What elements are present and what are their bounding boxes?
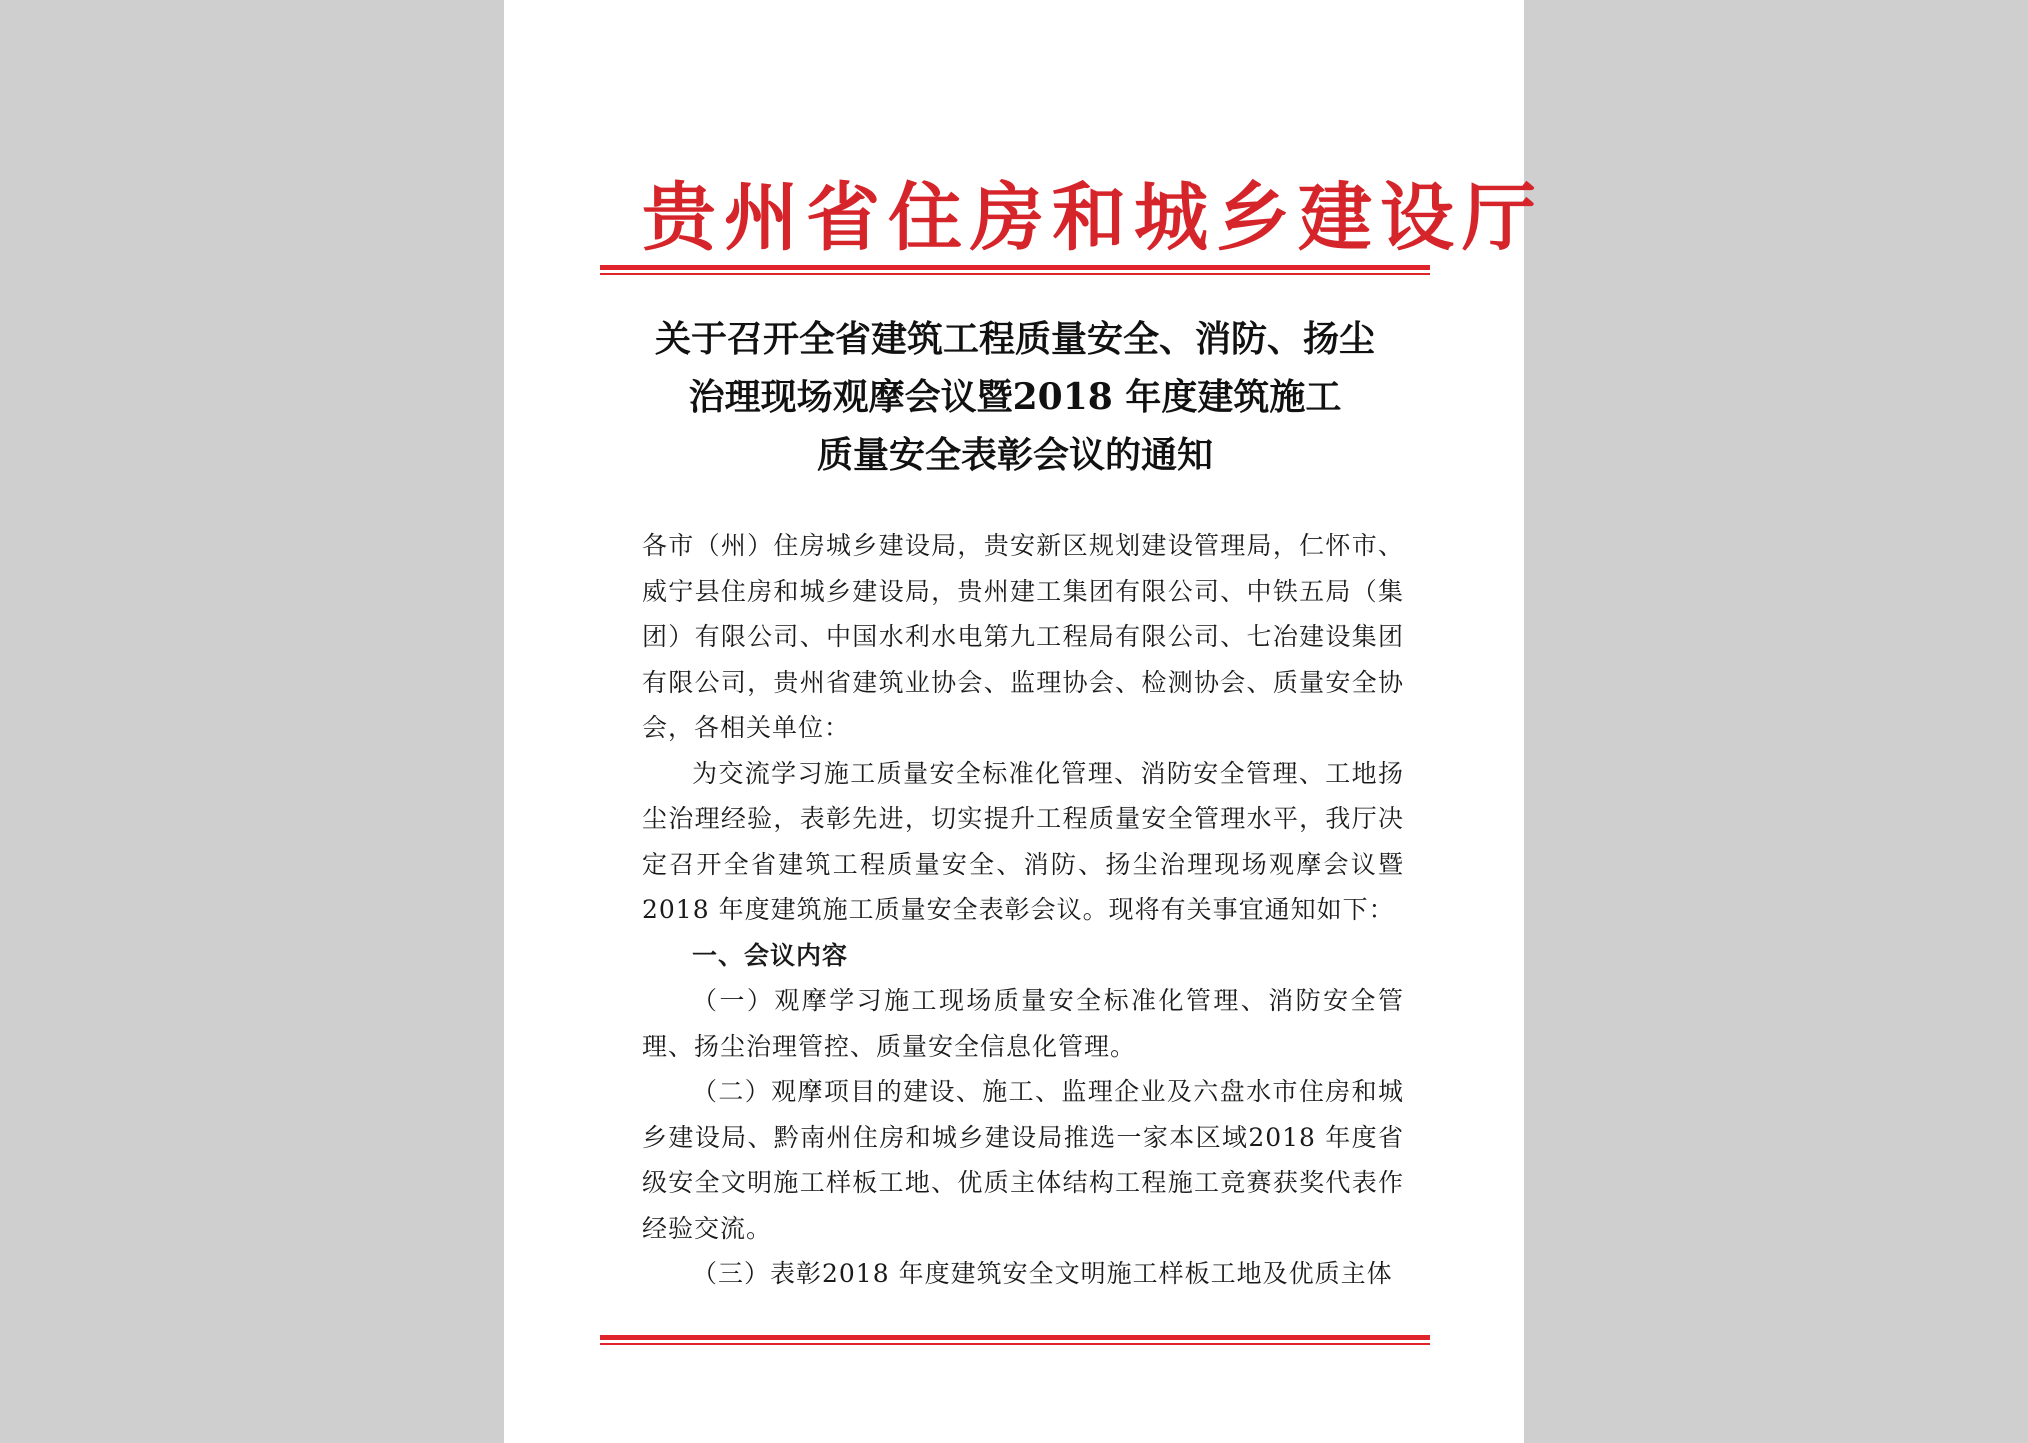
- footer-red-rule: [600, 1335, 1430, 1345]
- document-body: [642, 523, 1404, 1297]
- title-line-2: 治理现场观摩会议暨2018 年度建筑施工: [688, 376, 1342, 418]
- list-item-1: （一）观摩学习施工现场质量安全标准化管理、消防安全管理、扬尘治理管控、质量安全信息化管理。: [642, 986, 1404, 1061]
- title-line-1: 关于召开全省建筑工程质量安全、消防、扬尘: [654, 318, 1375, 360]
- intro-paragraph: 为交流学习施工质量安全标准化管理、消防安全管理、工地扬尘治理经验，表彰先进，切实提升工程质量安全管理水平，我厅决定召开全省建筑工程质量安全、消防、扬尘治理现场观摩会议暨2018 年度建筑施工质量安全表彰会议。现将有关事宜通知如下：: [642, 758, 1404, 924]
- addressee-paragraph: 各市（州）住房城乡建设局，贵安新区规划建设管理局，仁怀市、威宁县住房和城乡建设局，贵州建工集团有限公司、中铁五局（集团）有限公司、中国水利水电第九工程局有限公司、七冶建设集团有限公司，贵州省建筑业协会、监理协会、检测协会、质量安全协会，各相关单位：: [642, 531, 1404, 742]
- document-page: [504, 0, 1544, 1443]
- issuing-authority-header: 贵州省住房和城乡建设厅: [642, 175, 1544, 261]
- section-heading-meeting-content: 一、会议内容: [692, 940, 849, 970]
- header-red-rule: [600, 265, 1430, 275]
- list-item-3: （三）表彰2018 年度建筑安全文明施工样板工地及优质主体: [692, 1259, 1393, 1288]
- document-title: [600, 310, 1430, 484]
- title-line-3: 质量安全表彰会议的通知: [816, 434, 1213, 476]
- list-item-2: （二）观摩项目的建设、施工、监理企业及六盘水市住房和城乡建设局、黔南州住房和城乡建设局推选一家本区域2018 年度省级安全文明施工样板工地、优质主体结构工程施工竞赛获奖代表作经验交流。: [642, 1077, 1404, 1243]
